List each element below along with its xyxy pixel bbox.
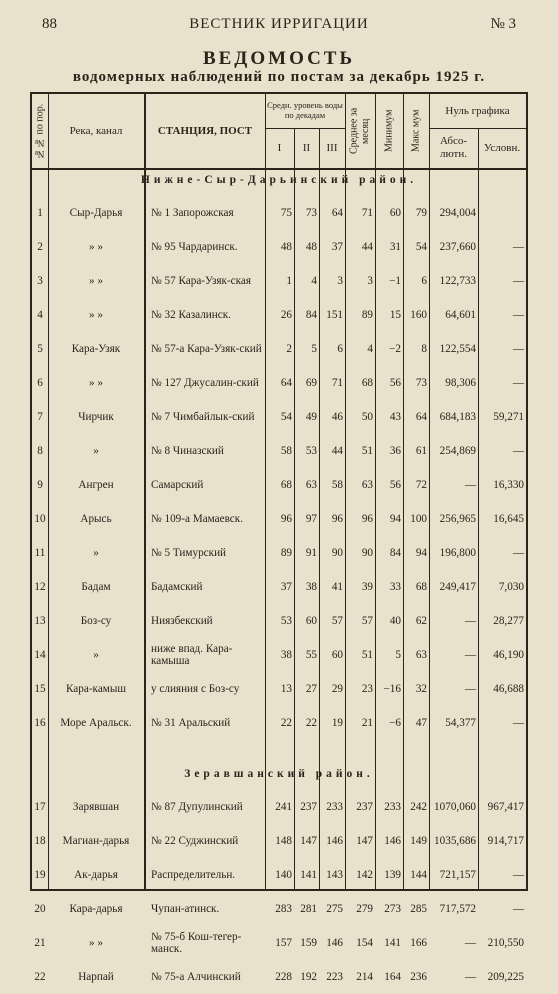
maximum-cell: 100 [410, 513, 427, 525]
decade2-cell: 38 [305, 581, 317, 593]
maximum-cell: 62 [415, 615, 427, 627]
row-index: 11 [34, 547, 46, 559]
decade2-cell: 5 [311, 343, 317, 355]
absolute-cell: 122,554 [439, 343, 476, 355]
month-avg-cell: 147 [356, 835, 373, 847]
minimum-cell: −2 [389, 343, 401, 355]
conditional-cell: — [512, 275, 524, 287]
decade2-cell: 55 [305, 649, 317, 661]
station-cell: Самарский [151, 478, 204, 491]
table-row [32, 706, 526, 740]
row-index: 18 [34, 835, 46, 847]
month-avg-cell: 237 [356, 801, 373, 813]
conditional-cell: 7,030 [498, 581, 524, 593]
river-cell: » [93, 547, 99, 559]
river-cell: » » [89, 937, 103, 949]
maximum-cell: 285 [410, 903, 427, 915]
decade2-cell: 27 [305, 683, 317, 695]
decade3-cell: 275 [326, 903, 343, 915]
absolute-cell: 98,306 [445, 377, 476, 389]
maximum-cell: 61 [415, 445, 427, 457]
header-divider [144, 94, 146, 168]
conditional-cell: — [512, 869, 524, 881]
header-divider [429, 94, 430, 168]
table-row [32, 536, 526, 570]
col-header-month-avg: Среднее за месяц [348, 107, 371, 155]
decade1-cell: 22 [280, 717, 292, 729]
station-cell: № 57 Кара-Узяк-ская [151, 274, 252, 287]
decade2-cell: 141 [300, 869, 317, 881]
table-row [32, 434, 526, 468]
maximum-cell: 8 [421, 343, 427, 355]
table-body [32, 170, 526, 983]
table-row [32, 570, 526, 604]
district-heading: Зеравшанский район. [184, 768, 374, 780]
decade1-cell: 148 [275, 835, 292, 847]
header-divider [345, 94, 346, 168]
decade1-cell: 75 [280, 207, 292, 219]
row-index: 12 [34, 581, 46, 593]
decade1-cell: 89 [280, 547, 292, 559]
decade1-cell: 54 [280, 411, 292, 423]
decade2-cell: 73 [305, 207, 317, 219]
col-header-dec3: III [326, 141, 338, 154]
minimum-cell: −1 [389, 275, 401, 287]
maximum-cell: 79 [415, 207, 427, 219]
station-cell: № 5 Тимурский [151, 546, 227, 559]
river-cell: Ангрен [78, 479, 114, 491]
month-avg-cell: 214 [356, 971, 373, 983]
decade1-cell: 241 [275, 801, 292, 813]
conditional-cell: — [512, 717, 524, 729]
month-avg-cell: 279 [356, 903, 373, 915]
conditional-cell: — [512, 903, 524, 915]
maximum-cell: 32 [415, 683, 427, 695]
absolute-cell: — [464, 971, 476, 983]
absolute-cell: 254,869 [439, 445, 476, 457]
header-divider [48, 94, 49, 168]
row-index: 3 [37, 275, 43, 287]
conditional-cell: 209,225 [487, 971, 524, 983]
minimum-cell: 15 [389, 309, 401, 321]
decade2-cell: 69 [305, 377, 317, 389]
station-cell: № 57-а Кара-Узяк-ский [151, 342, 262, 355]
decade2-cell: 63 [305, 479, 317, 491]
river-cell: » » [89, 241, 103, 253]
month-avg-cell: 3 [367, 275, 373, 287]
conditional-cell: — [512, 547, 524, 559]
observation-table [30, 92, 528, 983]
maximum-cell: 94 [415, 547, 427, 559]
decade3-cell: 58 [331, 479, 343, 491]
minimum-cell: 273 [384, 903, 401, 915]
absolute-cell: 196,800 [439, 547, 476, 559]
station-cell: Бадамский [151, 580, 203, 593]
decade3-cell: 29 [331, 683, 343, 695]
river-cell: » [93, 649, 99, 661]
month-avg-cell: 4 [367, 343, 373, 355]
conditional-cell: 28,277 [493, 615, 524, 627]
minimum-cell: 60 [389, 207, 401, 219]
maximum-cell: 149 [410, 835, 427, 847]
table-row [32, 790, 526, 824]
row-index: 19 [34, 869, 46, 881]
issue-number: № 3 [490, 16, 516, 32]
row-index: 17 [34, 801, 46, 813]
header-divider [294, 128, 295, 168]
month-avg-cell: 71 [361, 207, 373, 219]
month-avg-cell: 51 [361, 649, 373, 661]
absolute-cell: 256,965 [439, 513, 476, 525]
station-cell: № 75-а Алчинский [151, 970, 241, 983]
conditional-cell: 914,717 [487, 835, 524, 847]
absolute-cell: 54,377 [445, 717, 476, 729]
minimum-cell: 94 [389, 513, 401, 525]
minimum-cell: 56 [389, 377, 401, 389]
decade3-cell: 71 [331, 377, 343, 389]
station-cell: ниже впад. Кара-камыша [151, 642, 233, 667]
col-header-maximum: Макс мум [410, 109, 422, 153]
station-cell: Ниязбекский [151, 614, 213, 627]
station-cell: № 109-а Мамаевск. [151, 512, 244, 525]
row-index: 15 [34, 683, 46, 695]
decade2-cell: 49 [305, 411, 317, 423]
table-row [32, 604, 526, 638]
decade3-cell: 6 [337, 343, 343, 355]
month-avg-cell: 51 [361, 445, 373, 457]
absolute-cell: 294,004 [439, 207, 476, 219]
decade1-cell: 48 [280, 241, 292, 253]
decade2-cell: 237 [300, 801, 317, 813]
maximum-cell: 160 [410, 309, 427, 321]
maximum-cell: 54 [415, 241, 427, 253]
conditional-cell: — [512, 309, 524, 321]
maximum-cell: 72 [415, 479, 427, 491]
station-cell: № 31 Аральский [151, 716, 231, 729]
row-index: 9 [37, 479, 43, 491]
maximum-cell: 63 [415, 649, 427, 661]
row-index: 4 [37, 309, 43, 321]
month-avg-cell: 21 [361, 717, 373, 729]
station-cell: у слияния с Боз-су [151, 682, 240, 695]
decade3-cell: 57 [331, 615, 343, 627]
minimum-cell: 164 [384, 971, 401, 983]
table-row [32, 926, 526, 960]
minimum-cell: 84 [389, 547, 401, 559]
station-cell: Чупан-атинск. [151, 902, 220, 915]
month-avg-cell: 39 [361, 581, 373, 593]
minimum-cell: −16 [383, 683, 401, 695]
conditional-cell [478, 196, 526, 230]
row-index: 5 [37, 343, 43, 355]
decade1-cell: 283 [275, 903, 292, 915]
month-avg-cell: 96 [361, 513, 373, 525]
maximum-cell: 73 [415, 377, 427, 389]
maximum-cell: 242 [410, 801, 427, 813]
river-cell: Боз-су [80, 615, 112, 627]
absolute-cell: 1070,060 [434, 801, 476, 813]
header-divider [319, 128, 320, 168]
conditional-cell: 16,330 [493, 479, 524, 491]
station-cell: № 8 Чиназский [151, 444, 224, 457]
row-index: 6 [37, 377, 43, 389]
table-row [32, 672, 526, 706]
table-row [32, 230, 526, 264]
decade2-cell: 60 [305, 615, 317, 627]
absolute-cell: 122,733 [439, 275, 476, 287]
decade2-cell: 48 [305, 241, 317, 253]
absolute-cell: — [464, 683, 476, 695]
conditional-cell: 59,271 [493, 411, 524, 423]
table-row [32, 824, 526, 858]
conditional-cell: — [512, 445, 524, 457]
decade3-cell: 60 [331, 649, 343, 661]
decade3-cell: 90 [331, 547, 343, 559]
row-index: 13 [34, 615, 46, 627]
decade2-cell: 147 [300, 835, 317, 847]
decade1-cell: 2 [286, 343, 292, 355]
conditional-cell: — [512, 343, 524, 355]
station-cell: № 7 Чимбайлык-ский [151, 410, 255, 423]
table-row [32, 858, 526, 892]
decade1-cell: 58 [280, 445, 292, 457]
maximum-cell: 6 [421, 275, 427, 287]
decade3-cell: 96 [331, 513, 343, 525]
month-avg-cell: 44 [361, 241, 373, 253]
table-row [32, 892, 526, 926]
absolute-cell: — [464, 615, 476, 627]
row-index: 14 [34, 649, 46, 661]
river-cell: Чирчик [78, 411, 114, 423]
table-row [32, 264, 526, 298]
month-avg-cell: 68 [361, 377, 373, 389]
decade3-cell: 44 [331, 445, 343, 457]
col-header-dec2: II [302, 141, 311, 154]
decade2-cell: 53 [305, 445, 317, 457]
table-header [32, 94, 526, 170]
minimum-cell: 40 [389, 615, 401, 627]
col-header-zero-mark: Нуль графика [445, 104, 510, 117]
col-header-absolute: Абсо-лютн. [439, 135, 468, 160]
absolute-cell: 249,417 [439, 581, 476, 593]
decade3-cell: 37 [331, 241, 343, 253]
absolute-cell: 237,660 [439, 241, 476, 253]
decade1-cell: 68 [280, 479, 292, 491]
station-cell: № 87 Дупулинский [151, 800, 243, 813]
decade1-cell: 157 [275, 937, 292, 949]
row-index: 22 [34, 971, 46, 983]
river-cell: » [93, 445, 99, 457]
decade1-cell: 53 [280, 615, 292, 627]
absolute-cell: — [464, 479, 476, 491]
decade2-cell: 91 [305, 547, 317, 559]
header-rule [265, 128, 345, 129]
district-heading: Нижне-Сыр-Дарьинский район. [140, 174, 418, 186]
minimum-cell: 139 [384, 869, 401, 881]
river-cell: Бадам [81, 581, 111, 593]
decade3-cell: 146 [326, 835, 343, 847]
decade1-cell: 37 [280, 581, 292, 593]
station-cell: Распределительн. [151, 868, 236, 881]
absolute-cell: 684,183 [439, 411, 476, 423]
absolute-cell: — [464, 937, 476, 949]
month-avg-cell: 23 [361, 683, 373, 695]
conditional-cell: — [512, 241, 524, 253]
row-index: 10 [34, 513, 46, 525]
decade3-cell: 151 [326, 309, 343, 321]
col-header-dec1: I [277, 141, 282, 154]
minimum-cell: 31 [389, 241, 401, 253]
conditional-cell: 16,645 [493, 513, 524, 525]
header-divider [265, 94, 266, 168]
decade1-cell: 96 [280, 513, 292, 525]
minimum-cell: 56 [389, 479, 401, 491]
month-avg-cell: 154 [356, 937, 373, 949]
decade2-cell: 192 [300, 971, 317, 983]
decade1-cell: 140 [275, 869, 292, 881]
minimum-cell: 141 [384, 937, 401, 949]
col-header-station: СТАНЦИЯ, ПОСТ [157, 124, 253, 137]
col-header-decades: Средн. уровень воды по декадам [267, 100, 343, 120]
row-index: 2 [37, 241, 43, 253]
decade3-cell: 223 [326, 971, 343, 983]
maximum-cell: 68 [415, 581, 427, 593]
minimum-cell: −6 [389, 717, 401, 729]
station-cell: № 127 Джусалин-ский [151, 376, 259, 389]
table-row [32, 366, 526, 400]
maximum-cell: 166 [410, 937, 427, 949]
decade1-cell: 38 [280, 649, 292, 661]
river-cell: Нарпай [78, 971, 114, 983]
river-cell: Магиан-дарья [62, 835, 130, 847]
month-avg-cell: 50 [361, 411, 373, 423]
decade1-cell: 26 [280, 309, 292, 321]
month-avg-cell: 89 [361, 309, 373, 321]
river-cell: Кара-Узяк [71, 343, 121, 355]
decade2-cell: 84 [305, 309, 317, 321]
month-avg-cell: 142 [356, 869, 373, 881]
row-index: 20 [34, 903, 46, 915]
conditional-cell: — [512, 377, 524, 389]
river-cell: Кара-дарья [69, 903, 123, 915]
minimum-cell: 36 [389, 445, 401, 457]
absolute-cell: 64,601 [445, 309, 476, 321]
decade3-cell: 146 [326, 937, 343, 949]
col-header-conditional: Условн. [483, 141, 521, 154]
month-avg-cell: 90 [361, 547, 373, 559]
decade1-cell: 228 [275, 971, 292, 983]
station-cell: № 95 Чардаринск. [151, 240, 238, 253]
decade3-cell: 233 [326, 801, 343, 813]
river-cell: » » [89, 377, 103, 389]
row-index: 21 [34, 937, 46, 949]
table-row [32, 960, 526, 994]
decade3-cell: 3 [337, 275, 343, 287]
river-cell: Ак-дарья [74, 869, 118, 881]
col-header-index: №№ по пор. [34, 103, 46, 159]
maximum-cell: 236 [410, 971, 427, 983]
row-index: 8 [37, 445, 43, 457]
col-header-minimum: Минимум [383, 109, 395, 153]
decade1-cell: 64 [280, 377, 292, 389]
absolute-cell: 721,157 [439, 869, 476, 881]
decade1-cell: 1 [286, 275, 292, 287]
table-row [32, 332, 526, 366]
row-index: 7 [37, 411, 43, 423]
minimum-cell: 5 [395, 649, 401, 661]
table-row [32, 196, 526, 230]
col-header-river: Река, канал [69, 124, 123, 137]
decade3-cell: 46 [331, 411, 343, 423]
table-row [32, 400, 526, 434]
running-header [0, 14, 558, 40]
document-title: ВЕДОМОСТЬ [202, 48, 356, 69]
table-row [32, 468, 526, 502]
conditional-cell: 46,688 [493, 683, 524, 695]
decade2-cell: 22 [305, 717, 317, 729]
month-avg-cell: 57 [361, 615, 373, 627]
conditional-cell: 46,190 [493, 649, 524, 661]
river-cell: » » [89, 275, 103, 287]
river-cell: Кара-камыш [65, 683, 126, 695]
station-cell: № 22 Суджинский [151, 834, 239, 847]
conditional-cell: 967,417 [487, 801, 524, 813]
minimum-cell: 146 [384, 835, 401, 847]
row-index: 16 [34, 717, 46, 729]
maximum-cell: 144 [410, 869, 427, 881]
decade2-cell: 281 [300, 903, 317, 915]
table-row [32, 638, 526, 672]
decade2-cell: 97 [305, 513, 317, 525]
decade2-cell: 4 [311, 275, 317, 287]
absolute-cell: 717,572 [439, 903, 476, 915]
minimum-cell: 33 [389, 581, 401, 593]
document-subtitle: водомерных наблюдений по постам за декабрь 1925 г. [72, 69, 486, 85]
river-cell: » » [89, 309, 103, 321]
decade3-cell: 19 [331, 717, 343, 729]
river-cell: Море Аральск. [60, 717, 132, 729]
decade3-cell: 41 [331, 581, 343, 593]
river-cell: Сыр-Дарья [69, 207, 123, 219]
river-cell: Зарявшан [72, 801, 120, 813]
header-divider [375, 94, 376, 168]
header-divider [478, 128, 479, 168]
minimum-cell: 233 [384, 801, 401, 813]
page-number: 88 [42, 16, 57, 32]
absolute-cell: — [464, 649, 476, 661]
station-cell: № 75-б Кош-тегер-манск. [151, 930, 242, 955]
river-cell: Арысь [80, 513, 112, 525]
maximum-cell: 47 [415, 717, 427, 729]
row-index: 1 [37, 207, 43, 219]
table-row [32, 502, 526, 536]
absolute-cell: 1035,686 [434, 835, 476, 847]
maximum-cell: 64 [415, 411, 427, 423]
month-avg-cell: 63 [361, 479, 373, 491]
decade3-cell: 64 [331, 207, 343, 219]
decade3-cell: 143 [326, 869, 343, 881]
journal-title: ВЕСТНИК ИРРИГАЦИИ [189, 16, 369, 32]
minimum-cell: 43 [389, 411, 401, 423]
table-row [32, 298, 526, 332]
conditional-cell: 210,550 [487, 937, 524, 949]
decade2-cell: 159 [300, 937, 317, 949]
station-cell: № 32 Казалинск. [151, 308, 231, 321]
header-divider [403, 94, 404, 168]
station-cell: № 1 Запорожская [151, 206, 234, 219]
decade1-cell: 13 [280, 683, 292, 695]
